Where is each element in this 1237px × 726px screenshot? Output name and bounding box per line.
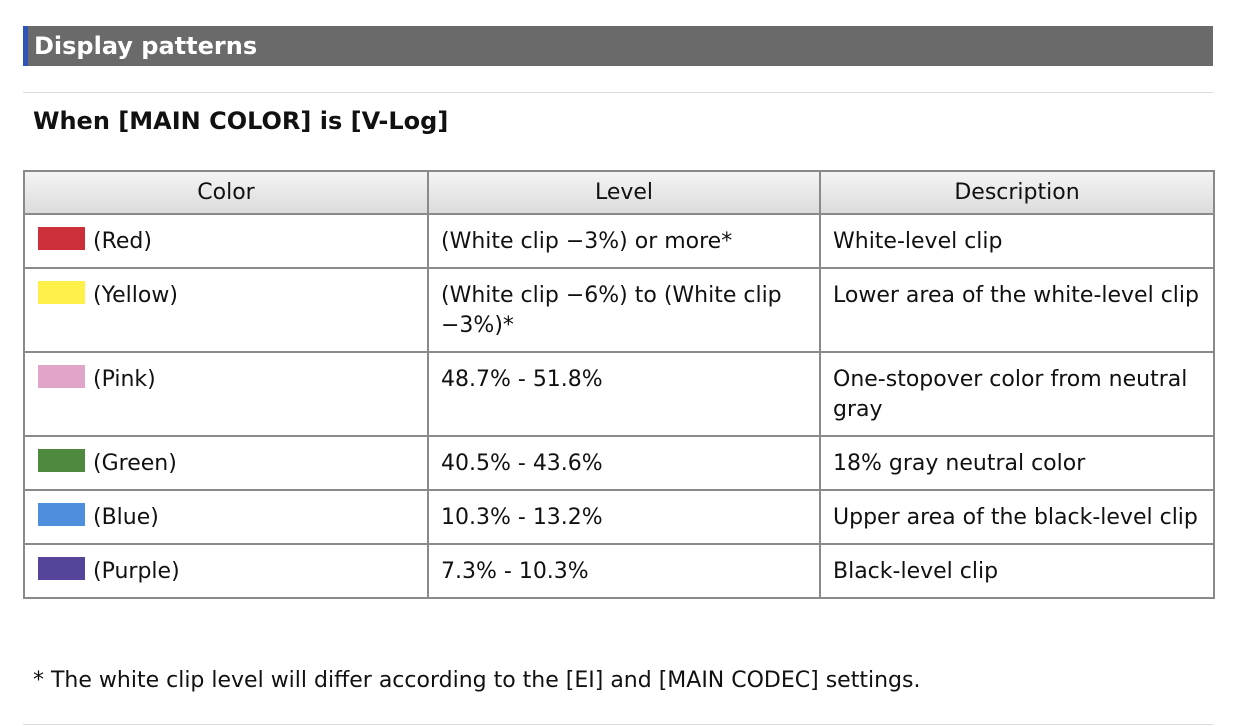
description-cell: One-stopover color from neutral gray — [820, 352, 1214, 436]
color-cell — [24, 544, 428, 598]
description-cell: Upper area of the black-level clip — [820, 490, 1214, 544]
table-row — [24, 352, 1214, 436]
header-color: Color — [24, 171, 428, 214]
color-label: (Yellow) — [93, 283, 178, 308]
table-header-row — [24, 171, 1214, 214]
color-label: (Blue) — [93, 505, 159, 530]
table-row — [24, 436, 1214, 490]
level-cell: (White clip −6%) to (White clip −3%)* — [428, 268, 820, 352]
color-swatch — [38, 365, 85, 388]
level-cell: 10.3% - 13.2% — [428, 490, 820, 544]
table-row — [24, 214, 1214, 268]
color-cell — [24, 436, 428, 490]
header-level: Level — [428, 171, 820, 214]
color-swatch — [38, 281, 85, 304]
level-cell: 48.7% - 51.8% — [428, 352, 820, 436]
level-cell: 7.3% - 10.3% — [428, 544, 820, 598]
color-label: (Purple) — [93, 559, 180, 584]
color-cell — [24, 214, 428, 268]
description-cell: Lower area of the white-level clip — [820, 268, 1214, 352]
header-description: Description — [820, 171, 1214, 214]
color-swatch — [38, 227, 85, 250]
table-row — [24, 544, 1214, 598]
color-swatch — [38, 449, 85, 472]
divider-top — [23, 92, 1213, 93]
color-swatch — [38, 557, 85, 580]
table-row — [24, 268, 1214, 352]
display-patterns-table — [23, 170, 1215, 599]
footnote: * The white clip level will differ according to the [EI] and [MAIN CODEC] settings. — [33, 668, 921, 693]
description-cell: 18% gray neutral color — [820, 436, 1214, 490]
color-cell — [24, 352, 428, 436]
section-title: Display patterns — [34, 32, 258, 60]
table-row — [24, 490, 1214, 544]
color-label: (Pink) — [93, 367, 156, 392]
description-cell: White-level clip — [820, 214, 1214, 268]
description-cell: Black-level clip — [820, 544, 1214, 598]
color-label: (Green) — [93, 451, 177, 476]
color-cell — [24, 490, 428, 544]
divider-bottom — [23, 724, 1213, 725]
color-label: (Red) — [93, 229, 152, 254]
level-cell: 40.5% - 43.6% — [428, 436, 820, 490]
section-header — [23, 26, 1213, 66]
color-cell — [24, 268, 428, 352]
color-swatch — [38, 503, 85, 526]
subheading: When [MAIN COLOR] is [V-Log] — [33, 107, 449, 135]
level-cell: (White clip −3%) or more* — [428, 214, 820, 268]
